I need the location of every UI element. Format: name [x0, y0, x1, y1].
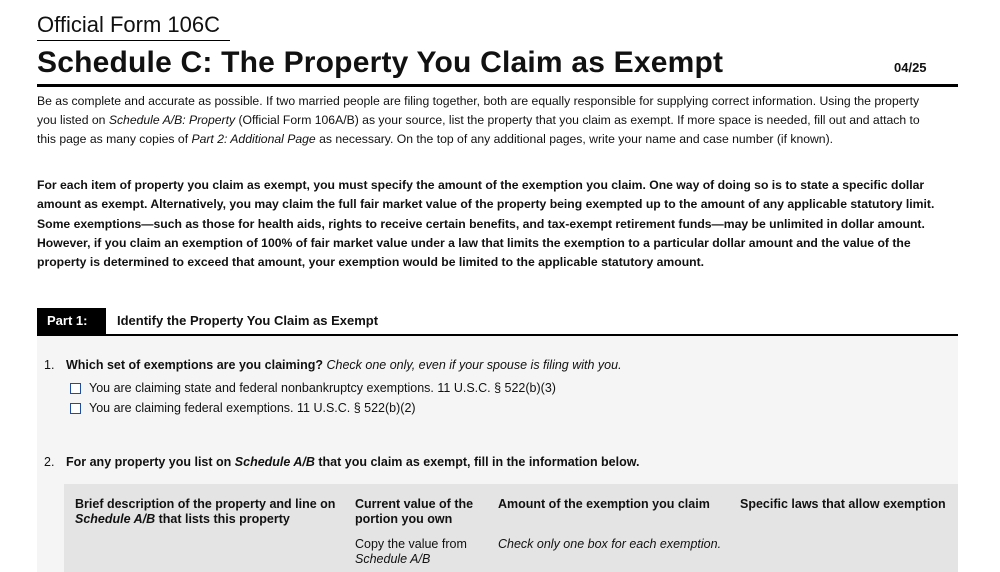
form-name: Official Form 106C [37, 12, 220, 37]
col2-sub-ref: Schedule A/B [355, 552, 431, 566]
q1-option-2-label: You are claiming federal exemptions. 11 U.S.C. § 522(b)(2) [89, 401, 416, 415]
q1-question [66, 358, 622, 372]
col2-sub-text: Copy the value from [355, 537, 467, 551]
col-exemption-amount-note: Check only one box for each exemption. [498, 537, 722, 551]
part1-header [37, 308, 958, 336]
col1-ref: Schedule A/B [75, 512, 156, 526]
checkbox-federal[interactable] [70, 403, 81, 414]
col-current-value-header: Current value of the portion you own [355, 497, 474, 526]
part1-tag: Part 1: [37, 308, 106, 334]
intro-ref-part2: Part 2: Additional Page [191, 132, 316, 146]
intro-text-1: Be as complete and accurate as possible. If two married people are filing together, both are equally responsible for supplying correct information. [37, 94, 817, 108]
q1-instruction: Check one only, even if your spouse is filing with you. [326, 358, 622, 372]
intro-text-4: as necessary. On the top of any additional pages, write your name and case number (if known). [315, 132, 834, 146]
col1-text-1: Brief description of the property and line on [75, 497, 336, 511]
q1-option-state-federal[interactable] [70, 381, 556, 395]
col-exemption-amount-header: Amount of the exemption you claim [498, 497, 710, 511]
q1-option-1-label: You are claiming state and federal nonbankruptcy exemptions. 11 U.S.C. § 522(b)(3) [89, 381, 556, 395]
q1-number: 1. [44, 358, 55, 372]
intro-text-2: Using the property you listed on [37, 94, 920, 127]
q2-ref-schedule-ab: Schedule A/B [234, 455, 315, 469]
part1-title: Identify the Property You Claim as Exempt [117, 313, 379, 328]
q1-option-federal[interactable] [70, 401, 416, 415]
revision-date: 04/25 [894, 60, 927, 75]
q1-question-text: Which set of exemptions are you claiming? [66, 358, 323, 372]
page-title: Schedule C: The Property You Claim as Exempt [37, 46, 724, 79]
intro-ref-schedule-ab: Schedule A/B: Property [108, 113, 236, 127]
intro-paragraph [37, 92, 937, 149]
q2-number: 2. [44, 455, 55, 469]
q2-question [66, 455, 639, 469]
col-current-value-note [355, 537, 485, 567]
q2-text-1: For any property you list on [66, 455, 235, 469]
col-description-header [75, 497, 345, 527]
col1-text-2: that lists this property [155, 512, 290, 526]
form-name-underline [37, 40, 230, 41]
col-laws-header: Specific laws that allow exemption [740, 497, 946, 511]
intro-text-3: (Official Form 106A/B) as your source, list the property that you claim as exempt. If more space is needed, fill out and attach to this page as many copies of [37, 113, 920, 146]
checkbox-state-federal[interactable] [70, 383, 81, 394]
title-rule [37, 84, 958, 87]
q2-text-2: that you claim as exempt, fill in the information below. [314, 455, 640, 469]
exemption-notice: For each item of property you claim as exempt, you must specify the amount of the exemption you claim. One way of doing so is to state a specific dollar amount as exempt. Alternatively, you may claim the full fair market value of the property being exempted up to the amount of any applicable statutory limit. Some exemptions—such as those for health aids, rights to receive certain benefits, and tax-exempt retirement funds—may be unlimited in dollar amount. However, if you claim an exemption of 100% of fair market value under a law that limits the exemption to a particular dollar amount and the value of the property is determined to exceed that amount, your exemption would be limited to the applicable statutory amount. [37, 178, 935, 270]
